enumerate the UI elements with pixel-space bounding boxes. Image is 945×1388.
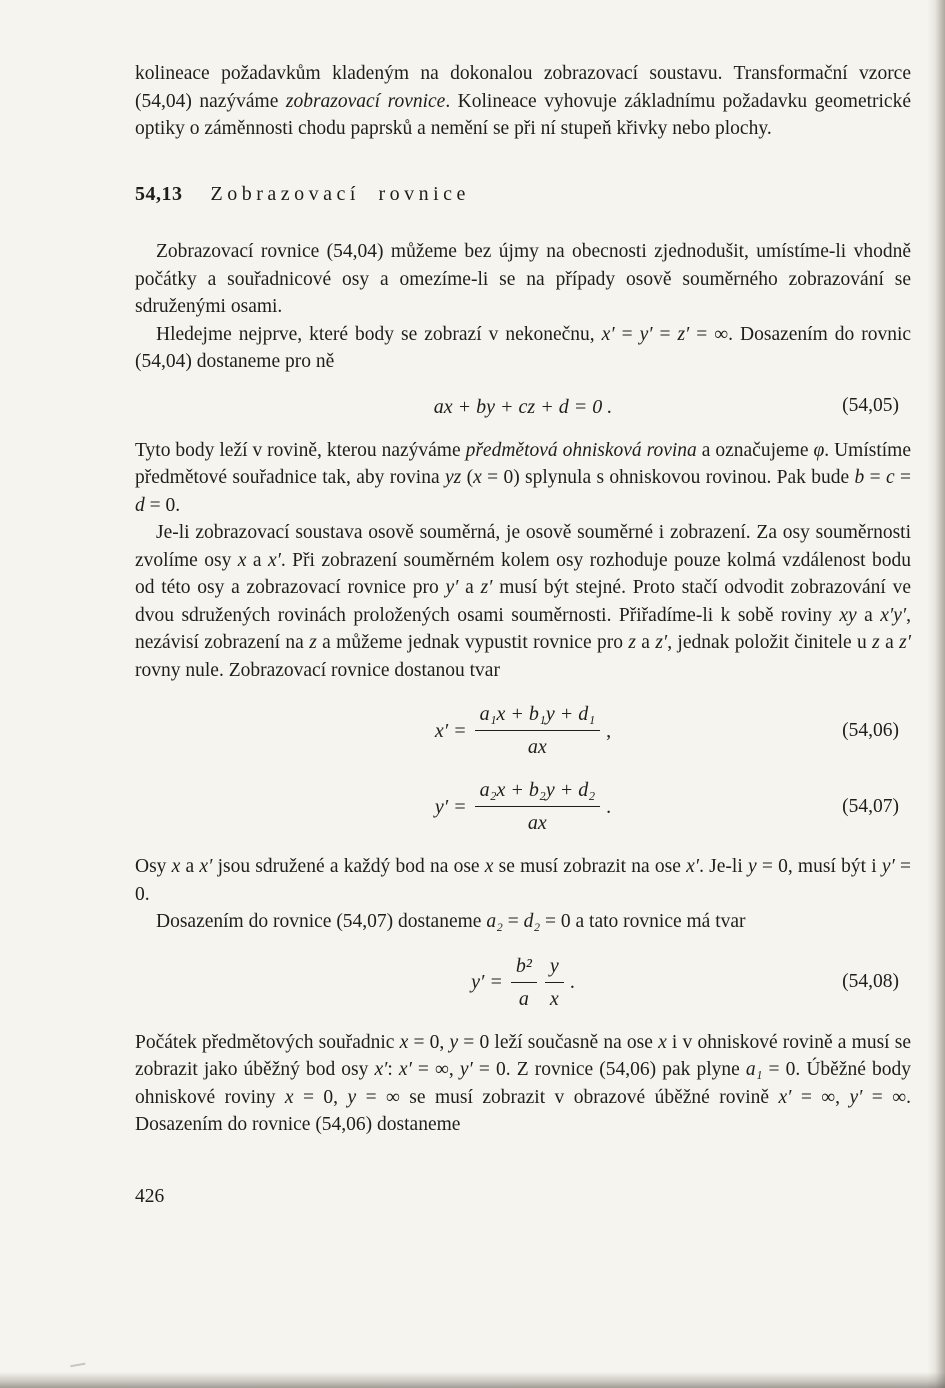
- section-heading: [135, 181, 911, 209]
- text-run: . Při zobrazení souměrném kolem osy rozhoduje pouze kolmá vzdálenost bodu od této osy a zobrazovací rovnice pro: [135, 549, 912, 599]
- equation-body: [434, 394, 612, 420]
- text-run: =: [502, 911, 524, 933]
- text-run: = 0, musí být i: [756, 856, 882, 878]
- inline-math: z′: [899, 632, 912, 654]
- inline-math: x′: [374, 1059, 388, 1081]
- inline-math: z′: [677, 323, 690, 345]
- text-run: se musí zobrazit na ose: [493, 856, 687, 878]
- inline-math: z′: [655, 632, 668, 654]
- text-run: = ∞ se musí zobrazit v obrazové úběžné rovině: [356, 1086, 779, 1108]
- inline-math: z′: [480, 577, 493, 599]
- inline-math: x: [237, 549, 247, 571]
- inline-math: d₂: [523, 911, 541, 933]
- fraction: [545, 953, 564, 1012]
- inline-math: x′: [267, 549, 281, 571]
- text-run: = 0 a tato rovnice má tvar: [540, 911, 746, 933]
- equation-number: (54,07): [842, 795, 899, 817]
- inline-math: a₁: [745, 1059, 763, 1081]
- text-run: = 0. Z rovnice (54,06) pak plyne: [472, 1059, 746, 1081]
- inline-math: x: [399, 1031, 409, 1053]
- inline-math: y: [449, 1031, 459, 1053]
- scan-artifact: [70, 1359, 86, 1368]
- text-run: :: [387, 1059, 399, 1081]
- text-run: =: [894, 467, 912, 489]
- text-run: = ∞. Dosazením do rovnic (54,04) dostaneme pro ně: [135, 323, 912, 372]
- paragraph-5: [135, 853, 911, 908]
- text-run: kolineace požadavkům kladeným na dokonalou zobrazovací soustavu. Transformační vzorce (54,04) nazýváme: [135, 63, 911, 112]
- equation-number: (54,08): [842, 971, 899, 993]
- fraction-numerator: a₁x + b₁y + d₁: [475, 701, 601, 731]
- text-run: a: [856, 604, 881, 626]
- inline-math: b: [854, 467, 865, 489]
- equation-lhs: y′ =: [434, 795, 467, 818]
- equation-54-06: [135, 701, 911, 760]
- text-run: = 0) splynula s ohniskovou rovinou. Pak bude: [481, 467, 855, 489]
- text-run: , nezávisí zobrazení na: [135, 604, 912, 654]
- inline-math: a₂: [486, 911, 503, 933]
- inline-math: x′: [778, 1086, 792, 1108]
- inline-math: z: [628, 632, 636, 654]
- scan-shadow-right: [927, 0, 945, 1388]
- equation-54-08: [135, 953, 911, 1012]
- inline-math: y: [347, 1086, 357, 1108]
- text-run: a: [879, 632, 900, 654]
- text-run: jsou sdružené a každý bod na ose: [212, 856, 485, 878]
- fraction-denominator: x: [549, 987, 559, 1010]
- text-run: . Kolineace vyhovuje základnímu požadavku geometrické optiky o záměnnosti chodu paprsků a nemění se při ní stupeň křivky nebo plochy.: [135, 90, 911, 139]
- equation-54-07: [135, 777, 911, 836]
- text-run: a: [458, 577, 481, 599]
- inline-math: y′: [881, 856, 895, 878]
- inline-math: x: [473, 467, 482, 489]
- text-run: Dosazením do rovnice (54,07) dostaneme: [156, 911, 487, 933]
- inline-math: xy: [839, 604, 857, 626]
- text-run: , jednak položit činitele u: [667, 632, 873, 654]
- inline-math: x′: [199, 856, 213, 878]
- fraction-numerator: a₂x + b₂y + d₂: [475, 777, 601, 807]
- inline-math: x′y′: [880, 604, 907, 626]
- text-run: = 0. Úběžné body ohniskové roviny: [135, 1059, 911, 1108]
- section-number: 54,13: [135, 182, 183, 205]
- text-run: a můžeme jednak vypustit rovnice pro: [316, 632, 629, 654]
- scan-shadow-bottom: [0, 1372, 945, 1388]
- text-run: = 0 leží současně na ose: [458, 1031, 659, 1053]
- equation-lhs: y′ =: [471, 971, 503, 994]
- text-run: (: [461, 467, 474, 489]
- text-run: Zobrazovací rovnice (54,04) můžeme bez újmy na obecnosti zjednodušit, umístíme-li vhodně počátky a souřadnicové osy a omezíme-li se na případy osově souměrného zobrazování se sdruženými osami.: [135, 241, 911, 317]
- fraction: [511, 953, 537, 1012]
- text-run: = 0.: [135, 856, 912, 905]
- fraction-numerator: b²: [511, 953, 537, 983]
- equation-body: [435, 701, 611, 760]
- equation-lhs: x′ =: [434, 719, 467, 742]
- text-run: a: [635, 632, 656, 654]
- equation-expression: ax + by + cz + d = 0 .: [433, 395, 613, 418]
- text-run: Tyto body leží v rovině, kterou nazýváme: [135, 439, 466, 461]
- text-run: . Umístíme předmětové souřadnice tak, aby rovina: [135, 439, 911, 489]
- inline-math: y′: [849, 1086, 863, 1108]
- paragraph-4: [135, 519, 911, 684]
- inline-math: x′: [601, 323, 615, 345]
- text-run: rovny nule. Zobrazovací rovnice dostanou tvar: [135, 659, 500, 681]
- inline-math: y′: [445, 577, 459, 599]
- inline-math: y′: [639, 323, 653, 345]
- text-run: i v ohniskové rovině a musí se zobrazit jako úběžný bod osy: [135, 1031, 911, 1081]
- paragraph-2: [135, 321, 911, 376]
- inline-math: y′: [459, 1059, 473, 1081]
- inline-math: x: [171, 856, 181, 878]
- inline-math: y: [747, 856, 757, 878]
- fraction-numerator: y: [545, 953, 564, 983]
- inline-math: d: [135, 494, 145, 516]
- text-run: = 0,: [408, 1031, 450, 1053]
- text-run: =: [614, 323, 640, 345]
- paragraph-1: [135, 238, 911, 321]
- inline-math: x: [484, 856, 494, 878]
- equation-body: [471, 953, 575, 1012]
- equation-punctuation: ,: [606, 719, 612, 742]
- inline-math: z: [309, 632, 317, 654]
- text-run: = ∞,: [791, 1086, 850, 1108]
- text-run: =: [864, 467, 887, 489]
- text-run: Je-li zobrazovací soustava osově souměrná, je osově souměrné i zobrazení. Za osy souměrnosti zvolíme osy: [135, 522, 911, 571]
- text-run: Osy: [135, 856, 172, 878]
- text-run: a: [180, 856, 200, 878]
- fraction-denominator: a: [518, 987, 529, 1010]
- text-run: a označujeme: [696, 439, 814, 461]
- inline-math: z: [872, 632, 880, 654]
- text-run: musí být stejné. Proto stačí odvodit zobrazování ve dvou sdružených rovinách proložených osami souměrnosti. Přiřadíme-li k sobě roviny: [135, 577, 912, 626]
- equation-54-05: [135, 393, 911, 420]
- section-title: Zobrazovací rovnice: [210, 182, 470, 205]
- equation-number: (54,06): [842, 719, 899, 741]
- inline-math: yz: [444, 467, 462, 489]
- paragraph-7: [135, 1029, 911, 1139]
- inline-math: x: [658, 1031, 667, 1053]
- page-number: 426: [135, 1185, 165, 1207]
- text-run: = 0,: [293, 1086, 348, 1108]
- paragraph-intro: [135, 60, 911, 143]
- inline-math: x: [284, 1086, 294, 1108]
- inline-math: x′: [398, 1059, 412, 1081]
- text-run: a: [246, 549, 268, 571]
- inline-math: předmětová ohnisková rovina: [465, 439, 697, 461]
- equation-body: [435, 777, 611, 836]
- inline-math: c: [886, 467, 895, 489]
- text-run: = 0.: [144, 494, 181, 516]
- text-run: . Je-li: [699, 856, 748, 878]
- text-run: = ∞. Dosazením do rovnice (54,06) dostaneme: [135, 1086, 911, 1136]
- inline-math: φ: [813, 439, 825, 461]
- text-run: = ∞,: [411, 1059, 460, 1081]
- text-run: =: [652, 323, 678, 345]
- fraction-denominator: ax: [527, 736, 547, 759]
- text-run: Počátek předmětových souřadnic: [135, 1031, 400, 1053]
- fraction: [475, 777, 601, 836]
- paragraph-3: [135, 437, 911, 520]
- paragraph-6: [135, 908, 911, 936]
- text-run: Hledejme nejprve, které body se zobrazí v nekonečnu,: [156, 323, 602, 345]
- equation-number: (54,05): [842, 395, 899, 417]
- inline-math: x′: [686, 856, 700, 878]
- inline-math: zobrazovací rovnice: [285, 90, 446, 112]
- equation-punctuation: .: [569, 971, 575, 994]
- fraction: [475, 701, 601, 760]
- equation-punctuation: .: [606, 795, 612, 818]
- fraction-denominator: ax: [527, 812, 547, 835]
- page-content: [135, 60, 911, 1210]
